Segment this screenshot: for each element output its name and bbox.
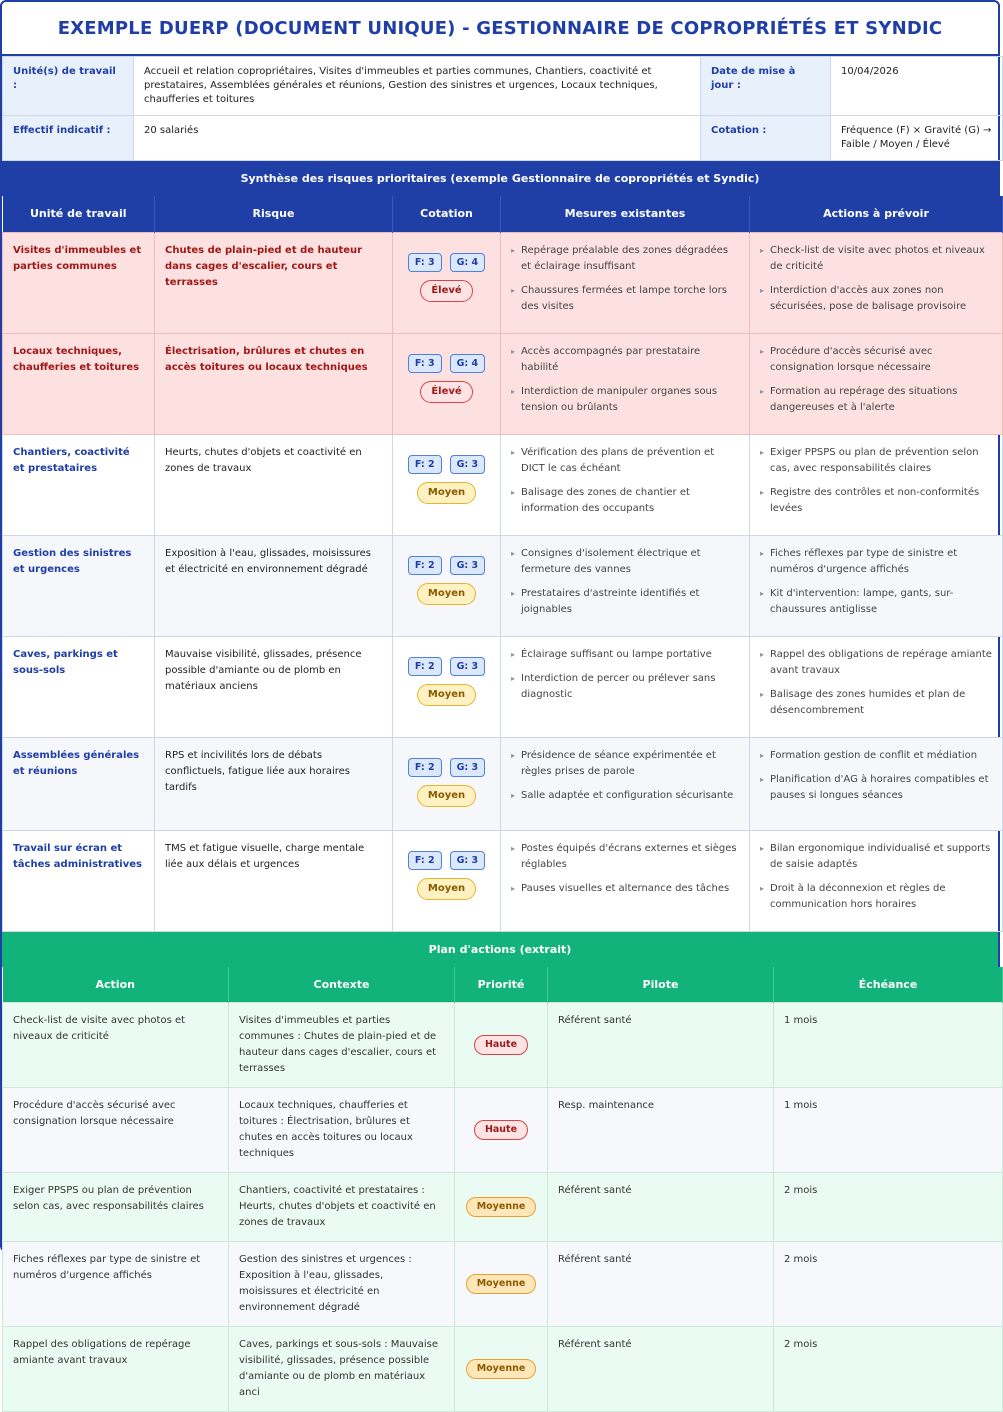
staff-label: Effectif indicatif : [3, 116, 134, 161]
table-row [3, 1003, 1003, 1088]
measures-list [511, 445, 739, 517]
risk-rating [393, 830, 501, 931]
table-row [3, 830, 1003, 931]
plan-due: 2 mois [774, 1327, 1003, 1412]
list-item: ▸ Droit à la déconnexion et règles de communication hors horaires [760, 881, 992, 913]
risk-description: Mauvaise visibilité, glissades, présence possible d'amiante ou de plomb en matériaux anciens [155, 636, 393, 737]
list-item: ▸ Balisage des zones humides et plan de désencombrement [760, 687, 992, 719]
rating-chips [397, 657, 496, 676]
risk-level-badge: Moyen [417, 482, 476, 504]
plan-pilot: Référent santé [548, 1173, 774, 1242]
gravity-chip: G: 4 [450, 253, 486, 272]
risk-rating [393, 636, 501, 737]
actions-list [760, 344, 992, 416]
measures-list [511, 546, 739, 618]
risk-description: Chutes de plain-pied et de hauteur dans cages d'escalier, cours et terrasses [155, 232, 393, 333]
header-due: Échéance [774, 967, 1003, 1003]
meta-row-units [3, 57, 1003, 116]
document-title: EXEMPLE DUERP (DOCUMENT UNIQUE) - GESTIONNAIRE DE COPROPRIÉTÉS ET SYNDIC [58, 18, 943, 39]
plan-pilot: Référent santé [548, 1242, 774, 1327]
units-label: Unité(s) de travail : [3, 57, 134, 116]
list-item: ▸ Interdiction d'accès aux zones non sécurisées, pose de balisage provisoire [760, 283, 992, 315]
actions-list [760, 546, 992, 618]
staff-value: 20 salariés [134, 116, 701, 161]
meta-row-staff [3, 116, 1003, 161]
header-unit: Unité de travail [3, 196, 155, 232]
list-item: ▸ Fiches réflexes par type de sinistre et numéros d'urgence affichés [760, 546, 992, 578]
risk-description: RPS et incivilités lors de débats conflictuels, fatigue liée aux horaires tardifs [155, 737, 393, 830]
rating-chips [397, 253, 496, 272]
list-item: ▸ Salle adaptée et configuration sécurisante [511, 788, 739, 804]
existing-measures [501, 636, 750, 737]
plan-due: 1 mois [774, 1088, 1003, 1173]
risk-level-badge: Moyen [417, 878, 476, 900]
list-item: ▸ Registre des contrôles et non-conformités levées [760, 485, 992, 517]
frequency-chip: F: 2 [408, 851, 442, 870]
existing-measures [501, 737, 750, 830]
meta-table [2, 56, 1003, 161]
plan-table-body [3, 1003, 1003, 1412]
gravity-chip: G: 3 [450, 455, 486, 474]
rating-chips [397, 556, 496, 575]
rating-chips [397, 851, 496, 870]
list-item: ▸ Exiger PPSPS ou plan de prévention selon cas, avec responsabilités claires [760, 445, 992, 477]
table-row [3, 434, 1003, 535]
risk-unit: Travail sur écran et tâches administratives [3, 830, 155, 931]
date-value: 10/04/2026 [831, 57, 1003, 116]
planned-actions [750, 232, 1003, 333]
table-row [3, 535, 1003, 636]
risk-rating [393, 232, 501, 333]
gravity-chip: G: 3 [450, 851, 486, 870]
existing-measures [501, 535, 750, 636]
list-item: ▸ Interdiction de percer ou prélever sans diagnostic [511, 671, 739, 703]
header-context: Contexte [229, 967, 455, 1003]
actions-list [760, 445, 992, 517]
header-rating: Cotation [393, 196, 501, 232]
list-item: ▸ Formation gestion de conflit et médiation [760, 748, 992, 764]
table-row [3, 1242, 1003, 1327]
table-row [3, 1173, 1003, 1242]
planned-actions [750, 535, 1003, 636]
document-title-bar [2, 2, 998, 56]
plan-priority [455, 1088, 548, 1173]
risk-rating [393, 737, 501, 830]
risk-level-badge: Élevé [420, 280, 472, 302]
risk-unit: Assemblées générales et réunions [3, 737, 155, 830]
risk-description: Heurts, chutes d'objets et coactivité en zones de travaux [155, 434, 393, 535]
plan-context: Chantiers, coactivité et prestataires : Heurts, chutes d'objets et coactivité en zones de travaux [229, 1173, 455, 1242]
plan-priority [455, 1003, 548, 1088]
list-item: ▸ Formation au repérage des situations dangereuses et à l'alerte [760, 384, 992, 416]
actions-list [760, 647, 992, 719]
plan-due: 2 mois [774, 1173, 1003, 1242]
plan-action: Procédure d'accès sécurisé avec consignation lorsque nécessaire [3, 1088, 229, 1173]
list-item: ▸ Kit d'intervention: lampe, gants, sur-chaussures antiglisse [760, 586, 992, 618]
risk-level-badge: Moyen [417, 583, 476, 605]
risk-synthesis-table [2, 196, 1003, 932]
priority-badge: Moyenne [466, 1197, 537, 1217]
frequency-chip: F: 2 [408, 455, 442, 474]
existing-measures [501, 232, 750, 333]
plan-title: Plan d'actions (extrait) [429, 943, 572, 956]
risk-table-header [3, 196, 1003, 232]
action-plan-table [2, 967, 1003, 1412]
risk-level-badge: Moyen [417, 684, 476, 706]
actions-list [760, 748, 992, 804]
plan-table-header [3, 967, 1003, 1003]
risk-unit: Caves, parkings et sous-sols [3, 636, 155, 737]
planned-actions [750, 737, 1003, 830]
gravity-chip: G: 4 [450, 354, 486, 373]
list-item: ▸ Vérification des plans de prévention et DICT le cas échéant [511, 445, 739, 477]
rating-chips [397, 455, 496, 474]
plan-context: Locaux techniques, chaufferies et toitures : Électrisation, brûlures et chutes en accès toitures ou locaux techniques [229, 1088, 455, 1173]
risk-unit: Visites d'immeubles et parties communes [3, 232, 155, 333]
header-priority: Priorité [455, 967, 548, 1003]
rating-chips [397, 758, 496, 777]
actions-list [760, 841, 992, 913]
plan-action: Exiger PPSPS ou plan de prévention selon cas, avec responsabilités claires [3, 1173, 229, 1242]
list-item: ▸ Postes équipés d'écrans externes et sièges réglables [511, 841, 739, 873]
list-item: ▸ Procédure d'accès sécurisé avec consignation lorsque nécessaire [760, 344, 992, 376]
plan-pilot: Référent santé [548, 1003, 774, 1088]
gravity-chip: G: 3 [450, 657, 486, 676]
table-row [3, 232, 1003, 333]
synthesis-title-bar [2, 161, 998, 196]
synthesis-title: Synthèse des risques prioritaires (exemple Gestionnaire de copropriétés et Syndic) [241, 172, 760, 185]
risk-rating [393, 535, 501, 636]
plan-pilot: Resp. maintenance [548, 1088, 774, 1173]
plan-context: Gestion des sinistres et urgences : Exposition à l'eau, glissades, moisissures et électricité en environnement dégradé [229, 1242, 455, 1327]
rating-label: Cotation : [701, 116, 831, 161]
risk-description: Électrisation, brûlures et chutes en accès toitures ou locaux techniques [155, 333, 393, 434]
list-item: ▸ Éclairage suffisant ou lampe portative [511, 647, 739, 663]
risk-description: Exposition à l'eau, glissades, moisissures et électricité en environnement dégradé [155, 535, 393, 636]
priority-badge: Moyenne [466, 1359, 537, 1379]
plan-due: 2 mois [774, 1242, 1003, 1327]
plan-action: Check-list de visite avec photos et niveaux de criticité [3, 1003, 229, 1088]
table-row [3, 737, 1003, 830]
plan-pilot: Référent santé [548, 1327, 774, 1412]
risk-rating [393, 333, 501, 434]
gravity-chip: G: 3 [450, 556, 486, 575]
list-item: ▸ Accès accompagnés par prestataire habilité [511, 344, 739, 376]
plan-action: Fiches réflexes par type de sinistre et numéros d'urgence affichés [3, 1242, 229, 1327]
priority-badge: Haute [474, 1120, 528, 1140]
measures-list [511, 647, 739, 703]
plan-context: Caves, parkings et sous-sols : Mauvaise visibilité, glissades, présence possible d'amiante ou de plomb en matériaux anci [229, 1327, 455, 1412]
list-item: ▸ Pauses visuelles et alternance des tâches [511, 881, 739, 897]
plan-priority [455, 1327, 548, 1412]
priority-badge: Moyenne [466, 1274, 537, 1294]
measures-list [511, 748, 739, 804]
header-action: Action [3, 967, 229, 1003]
plan-action: Rappel des obligations de repérage amiante avant travaux [3, 1327, 229, 1412]
measures-list [511, 243, 739, 315]
measures-list [511, 344, 739, 416]
rating-value: Fréquence (F) × Gravité (G) → Faible / Moyen / Élevé [831, 116, 1003, 161]
measures-list [511, 841, 739, 897]
plan-context: Visites d'immeubles et parties communes : Chutes de plain-pied et de hauteur dans cages d'escalier, cours et terrasses [229, 1003, 455, 1088]
table-row [3, 636, 1003, 737]
table-row [3, 1327, 1003, 1412]
list-item: ▸ Interdiction de manipuler organes sous tension ou brûlants [511, 384, 739, 416]
list-item: ▸ Planification d'AG à horaires compatibles et pauses si longues séances [760, 772, 992, 804]
plan-priority [455, 1173, 548, 1242]
list-item: ▸ Balisage des zones de chantier et information des occupants [511, 485, 739, 517]
plan-title-bar [2, 932, 998, 967]
header-measures: Mesures existantes [501, 196, 750, 232]
rating-chips [397, 354, 496, 373]
units-value: Accueil et relation copropriétaires, Visites d'immeubles et parties communes, Chantiers, coactivité et prestataires, Assemblées générales et réunions, Gestion des sinistres et urgences, Locaux techniques, chaufferies et toitures [134, 57, 701, 116]
list-item: ▸ Repérage préalable des zones dégradées et éclairage insuffisant [511, 243, 739, 275]
header-actions: Actions à prévoir [750, 196, 1003, 232]
priority-badge: Haute [474, 1035, 528, 1055]
existing-measures [501, 830, 750, 931]
risk-unit: Locaux techniques, chaufferies et toitures [3, 333, 155, 434]
risk-unit: Gestion des sinistres et urgences [3, 535, 155, 636]
frequency-chip: F: 2 [408, 556, 442, 575]
existing-measures [501, 434, 750, 535]
frequency-chip: F: 3 [408, 354, 442, 373]
list-item: ▸ Présidence de séance expérimentée et règles prises de parole [511, 748, 739, 780]
frequency-chip: F: 3 [408, 253, 442, 272]
frequency-chip: F: 2 [408, 758, 442, 777]
header-risk: Risque [155, 196, 393, 232]
date-label: Date de mise à jour : [701, 57, 831, 116]
risk-rating [393, 434, 501, 535]
header-pilot: Pilote [548, 967, 774, 1003]
list-item: ▸ Chaussures fermées et lampe torche lors des visites [511, 283, 739, 315]
table-row [3, 333, 1003, 434]
risk-level-badge: Moyen [417, 785, 476, 807]
list-item: ▸ Bilan ergonomique individualisé et supports de saisie adaptés [760, 841, 992, 873]
list-item: ▸ Consignes d'isolement électrique et fermeture des vannes [511, 546, 739, 578]
existing-measures [501, 333, 750, 434]
planned-actions [750, 434, 1003, 535]
table-row [3, 1088, 1003, 1173]
risk-description: TMS et fatigue visuelle, charge mentale liée aux délais et urgences [155, 830, 393, 931]
planned-actions [750, 333, 1003, 434]
risk-level-badge: Élevé [420, 381, 472, 403]
planned-actions [750, 830, 1003, 931]
plan-priority [455, 1242, 548, 1327]
frequency-chip: F: 2 [408, 657, 442, 676]
planned-actions [750, 636, 1003, 737]
list-item: ▸ Check-list de visite avec photos et niveaux de criticité [760, 243, 992, 275]
actions-list [760, 243, 992, 315]
list-item: ▸ Rappel des obligations de repérage amiante avant travaux [760, 647, 992, 679]
gravity-chip: G: 3 [450, 758, 486, 777]
plan-due: 1 mois [774, 1003, 1003, 1088]
risk-unit: Chantiers, coactivité et prestataires [3, 434, 155, 535]
risk-table-body [3, 232, 1003, 931]
list-item: ▸ Prestataires d'astreinte identifiés et joignables [511, 586, 739, 618]
